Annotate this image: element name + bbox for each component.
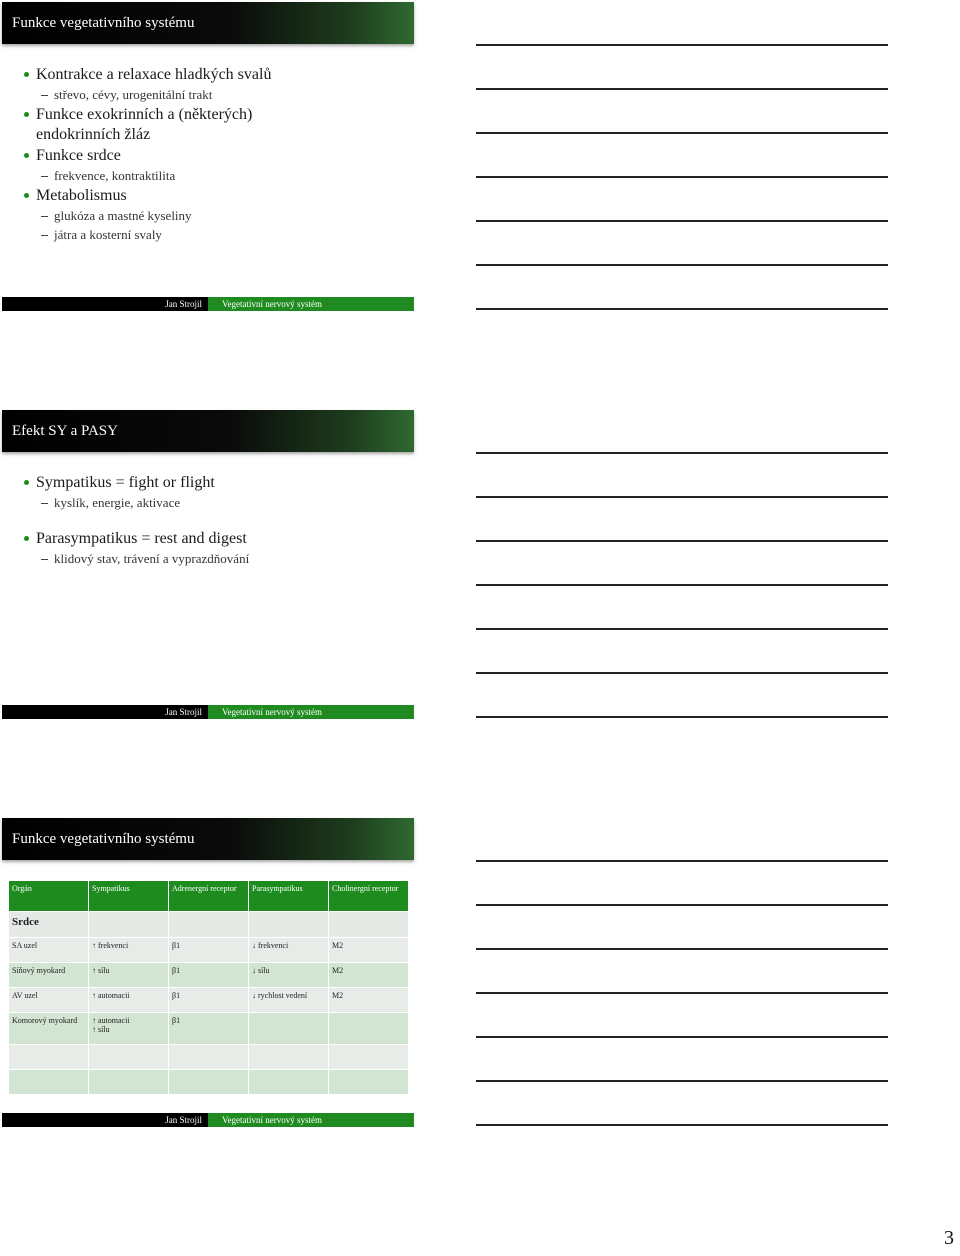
table-header-cell: Orgán [9,881,89,912]
footer-topic: Vegetativní nervový systém [208,705,414,719]
note-line [476,1080,888,1082]
note-line [476,992,888,994]
footer-author: Jan Strojil [165,1115,202,1125]
note-line [476,44,888,46]
bullet-item: Kontrakce a relaxace hladkých svalů [24,65,404,85]
table-cell: β1 [169,1013,249,1045]
table-cell: Komorový myokard [9,1013,89,1045]
note-line [476,584,888,586]
sub-bullet-item: frekvence, kontraktilita [24,166,404,185]
table-cell: β1 [169,938,249,963]
bullet-item: Metabolismus [24,186,404,206]
table-cell: M2 [329,988,409,1013]
note-line [476,220,888,222]
slide-1 [2,2,414,312]
table-cell [89,1045,169,1070]
page-number: 3 [944,1227,954,1249]
table-cell: ↓ frekvenci [249,938,329,963]
bullet-list [24,64,404,244]
note-line [476,540,888,542]
table-cell [249,1070,329,1095]
bullet-list [24,472,404,568]
table-cell [89,912,169,938]
table-cell [169,1070,249,1095]
table-cell [329,912,409,938]
table-cell: AV uzel [9,988,89,1013]
section-label: Srdce [9,912,89,938]
table-row [9,1070,409,1095]
bullet-item: Sympatikus = fight or flight [24,473,404,493]
sub-bullet-item: střevo, cévy, urogenitální trakt [24,85,404,104]
table-cell [249,1045,329,1070]
slide-footer [2,297,414,311]
footer-topic: Vegetativní nervový systém [208,1113,414,1127]
table-cell: ↓ rychlost vedení [249,988,329,1013]
table-row [9,938,409,963]
slide-2 [2,410,414,720]
table-cell: M2 [329,938,409,963]
table-header-cell: Parasympatikus [249,881,329,912]
footer-author: Jan Strojil [165,299,202,309]
sub-bullet-item: klidový stav, trávení a vyprazdňování [24,549,404,568]
note-line [476,948,888,950]
sub-bullet-item: játra a kosterní svaly [24,225,404,244]
table-row [9,1045,409,1070]
table-cell [249,1013,329,1045]
note-line [476,628,888,630]
table-cell: ↑ automacii [89,988,169,1013]
table-header-row [9,881,409,912]
note-line [476,452,888,454]
table-cell [329,1013,409,1045]
note-line [476,132,888,134]
footer-author: Jan Strojil [165,707,202,717]
table-cell [329,1045,409,1070]
table-cell [169,912,249,938]
table-cell: ↑ frekvenci [89,938,169,963]
table-cell: ↑ automacii ↑ sílu [89,1013,169,1045]
note-line [476,1124,888,1126]
table-header-cell: Adrenergní receptor [169,881,249,912]
table-section-row [9,912,409,938]
note-line [476,1036,888,1038]
note-line [476,904,888,906]
sub-bullet-item: glukóza a mastné kyseliny [24,206,404,225]
note-line [476,672,888,674]
table-cell [89,1070,169,1095]
note-line [476,496,888,498]
bullet-item: Funkce srdce [24,146,404,166]
table-cell: β1 [169,988,249,1013]
note-line [476,176,888,178]
slide-title: Funkce vegetativního systému [2,818,414,860]
slide-3 [2,818,414,1128]
table-cell [169,1045,249,1070]
table-cell [329,1070,409,1095]
table-cell [9,1045,89,1070]
note-line [476,264,888,266]
note-line [476,88,888,90]
table-cell [249,912,329,938]
table-row [9,988,409,1013]
note-line [476,860,888,862]
bullet-item: Funkce exokrinních a (některých) endokrinních žláz [24,105,286,145]
bullet-item: Parasympatikus = rest and digest [24,529,404,549]
slide-footer [2,1113,414,1127]
footer-topic: Vegetativní nervový systém [208,297,414,311]
sub-bullet-item: kyslík, energie, aktivace [24,493,404,512]
table-cell: M2 [329,963,409,988]
table-header-cell: Sympatikus [89,881,169,912]
table-cell: SA uzel [9,938,89,963]
table-header-cell: Cholinergní receptor [329,881,409,912]
table-cell: ↓ sílu [249,963,329,988]
table-cell: β1 [169,963,249,988]
table-cell [9,1070,89,1095]
autonomic-effects-table [8,880,409,1095]
note-line [476,308,888,310]
table-row [9,1013,409,1045]
table-cell: Síňový myokard [9,963,89,988]
slide-footer [2,705,414,719]
slide-title: Funkce vegetativního systému [2,2,414,44]
table-row [9,963,409,988]
table-cell: ↑ sílu [89,963,169,988]
slide-title: Efekt SY a PASY [2,410,414,452]
note-line [476,716,888,718]
